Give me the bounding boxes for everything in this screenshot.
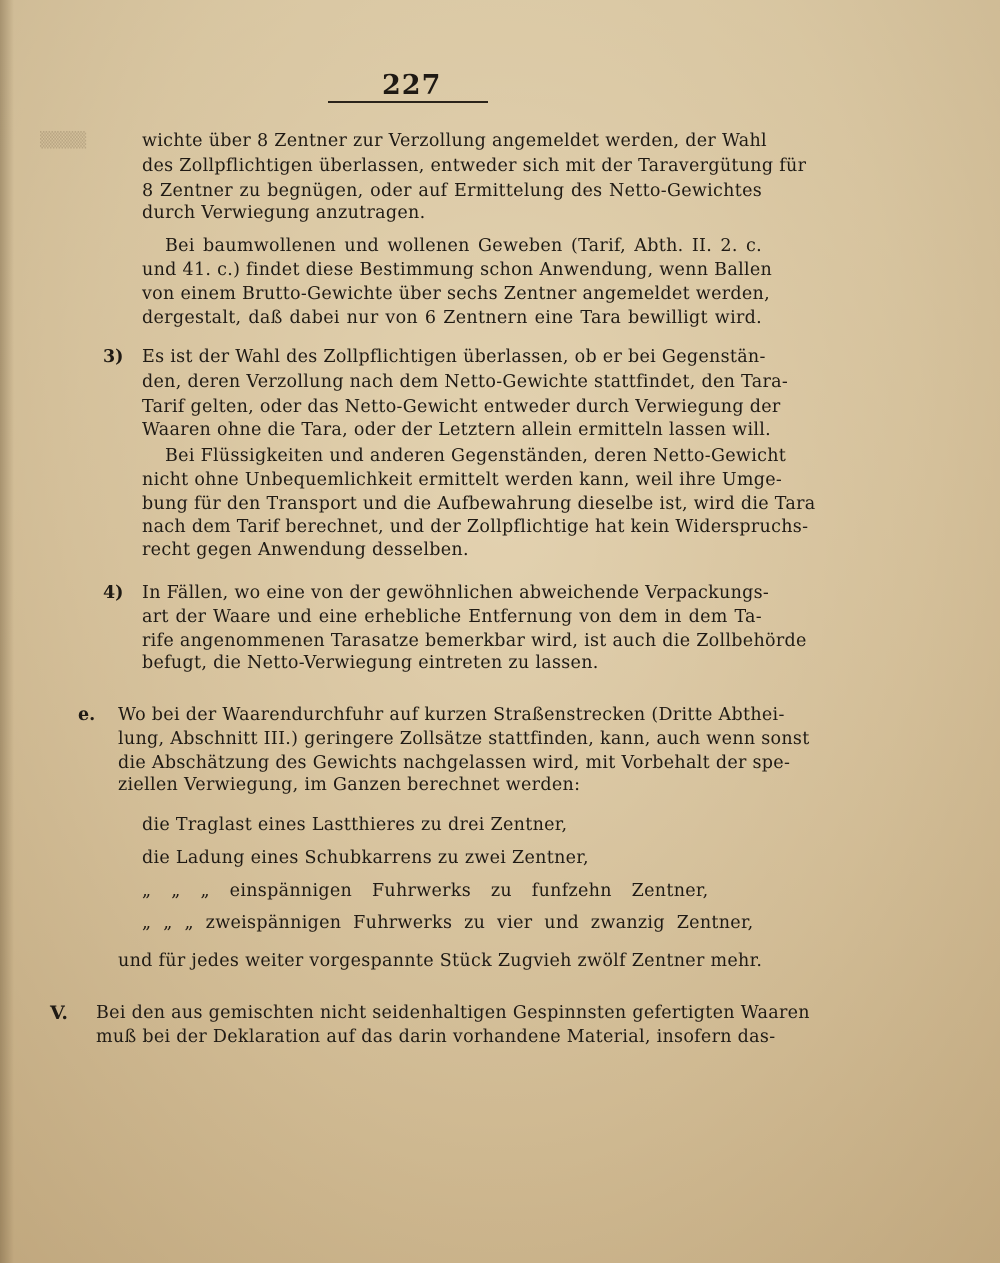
text-line: wichte über 8 Zentner zur Verzollung angemeldet werden, der Wahl — [142, 131, 767, 151]
text-line: Bei den aus gemischten nicht seidenhaltigen Gespinnsten gefertigten Waaren — [96, 1003, 810, 1023]
load-list-item: „ „ „ einspännigen Fuhrwerks zu funfzehn Zentner, — [142, 881, 709, 901]
section-marker: V. — [50, 1002, 69, 1024]
page-number: 227 — [382, 70, 442, 101]
text-line: befugt, die Netto-Verwiegung eintreten zu lassen. — [142, 653, 599, 673]
text-line: dergestalt, daß dabei nur von 6 Zentnern eine Tara bewilligt wird. — [142, 308, 762, 328]
bleed-through-texture: ▒▒▒▒ — [40, 131, 87, 149]
text-line: nach dem Tarif berechnet, und der Zollpflichtige hat kein Widerspruchs- — [142, 517, 809, 537]
text-line: muß bei der Deklaration auf das darin vorhandene Material, insofern das- — [96, 1027, 776, 1047]
text-line: durch Verwiegung anzutragen. — [142, 203, 426, 223]
list-marker: e. — [78, 705, 96, 725]
text-line: des Zollpflichtigen überlassen, entweder sich mit der Taravergütung für — [142, 156, 807, 176]
text-line: die Abschätzung des Gewichts nachgelassen wird, mit Vorbehalt der spe- — [118, 753, 791, 773]
text-line: Bei baumwollenen und wollenen Geweben (Tarif, Abth. II. 2. c. — [165, 236, 762, 256]
text-line: lung, Abschnitt III.) geringere Zollsätze stattfinden, kann, auch wenn sonst — [118, 729, 810, 749]
text-line: bung für den Transport und die Aufbewahrung dieselbe ist, wird die Tara — [142, 494, 816, 514]
list-marker: 3) — [103, 347, 124, 367]
text-line: 8 Zentner zu begnügen, oder auf Ermittelung des Netto-Gewichtes — [142, 181, 762, 201]
text-line: nicht ohne Unbequemlichkeit ermittelt werden kann, weil ihre Umge- — [142, 470, 783, 490]
text-line: art der Waare und eine erhebliche Entfernung von dem in dem Ta- — [142, 607, 762, 627]
text-line: recht gegen Anwendung desselben. — [142, 540, 469, 560]
text-line: ziellen Verwiegung, im Ganzen berechnet werden: — [118, 775, 581, 795]
text-line: Wo bei der Waarendurchfuhr auf kurzen Straßenstrecken (Dritte Abthei- — [118, 705, 785, 725]
load-list-item: „ „ „ zweispännigen Fuhrwerks zu vier und zwanzig Zentner, — [142, 913, 754, 933]
load-list-item: die Traglast eines Lastthieres zu drei Zentner, — [142, 815, 568, 835]
load-list-item: die Ladung eines Schubkarrens zu zwei Zentner, — [142, 848, 589, 868]
text-line: rife angenommenen Tarasatze bemerkbar wird, ist auch die Zollbehörde — [142, 631, 807, 651]
text-line: In Fällen, wo eine von der gewöhnlichen abweichende Verpackungs- — [142, 583, 770, 603]
list-marker: 4) — [103, 583, 124, 603]
text-line: Tarif gelten, oder das Netto-Gewicht entweder durch Verwiegung der — [142, 397, 781, 417]
text-line: den, deren Verzollung nach dem Netto-Gewichte stattfindet, den Tara- — [142, 372, 789, 392]
text-line: Es ist der Wahl des Zollpflichtigen überlassen, ob er bei Gegenstän- — [142, 347, 766, 367]
text-line: Waaren ohne die Tara, oder der Letztern allein ermitteln lassen will. — [142, 420, 771, 440]
text-line: und 41. c.) findet diese Bestimmung schon Anwendung, wenn Ballen — [142, 260, 773, 280]
text-line: Bei Flüssigkeiten und anderen Gegenständen, deren Netto-Gewicht — [165, 446, 787, 466]
load-list-item: und für jedes weiter vorgespannte Stück Zugvieh zwölf Zentner mehr. — [118, 951, 763, 971]
page-edge-shadow — [0, 0, 14, 1263]
text-line: von einem Brutto-Gewichte über sechs Zentner angemeldet werden, — [142, 284, 770, 304]
header-rule — [328, 101, 488, 103]
